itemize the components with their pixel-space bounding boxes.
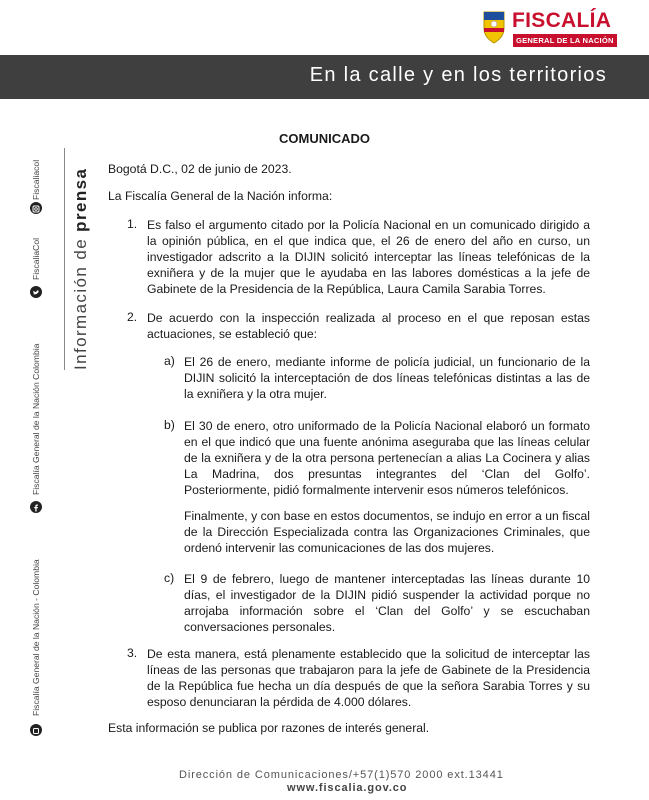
header-banner: [0, 55, 649, 99]
rail-handle-facebook: Fiscalía General de la Nación - Colombia: [31, 559, 41, 716]
item-3-text: De esta manera, está plenamente establecido que la solicitud de interceptar las líneas de las personas que trabajaron para la jefe de Gabinete de la Presidencia de la República fue hecha un día después de que la señora Sarabia Torres y su esposo denunciaran la pérdida de 4.000 dólares.: [147, 647, 590, 709]
document-title: COMUNICADO: [279, 131, 370, 146]
item-2-text: De acuerdo con la inspección realizada al proceso en el que reposan estas actuaciones, se estableció que:: [147, 311, 590, 341]
tiktok-icon: [30, 724, 42, 736]
item-2-number: 2.: [127, 310, 138, 324]
footer-contact: Dirección de Comunicaciones/+57(1)570 2000 ext.13441: [179, 769, 504, 781]
sub-c-text: El 9 de febrero, luego de mantener interceptadas las líneas durante 10 días, el investigador de la DIJIN pidió suspender la actividad porque no arrojaba información sobre el ‘Clan del Golfo’ y se escuchaban conversaciones personales.: [184, 572, 590, 634]
date-line: Bogotá D.C., 02 de junio de 2023.: [108, 162, 292, 176]
rail-info-label: [71, 168, 91, 370]
rail-handle-twitter: FiscaliaCol: [31, 237, 41, 280]
instagram-icon: [30, 202, 42, 214]
twitter-icon: [30, 286, 42, 298]
rail-info-bold: prensa: [71, 167, 90, 232]
banner-slogan: En la calle y en los territorios: [309, 64, 607, 86]
sub-b-text-continued: Finalmente, y con base en estos documentos, se indujo en error a un fiscal de la Dirección Especializada contra las Organizaciones Criminales, que ordenó intervenir las comunicaciones de las dos mujeres.: [184, 509, 590, 555]
fiscalia-logo: [481, 8, 641, 48]
rail-info-light: Información de: [71, 231, 90, 370]
coat-of-arms-icon: [481, 10, 507, 44]
facebook-icon: [30, 501, 42, 513]
rail-handle-instagram: Fiscaliacol: [31, 159, 41, 200]
sub-a-text: El 26 de enero, mediante informe de policía judicial, un funcionario de la DIJIN solicitó la interceptación de dos líneas telefónicas distintas a las de la exniñera y la otra mujer.: [184, 355, 590, 401]
logo-subtitle: GENERAL DE LA NACIÓN: [513, 34, 617, 47]
rail-handle-youtube: Fiscalía General de la Nación Colombia: [31, 343, 41, 495]
sub-b-label: b): [164, 418, 175, 432]
item-1-text: Es falso el argumento citado por la Policía Nacional en un comunicado dirigido a la opinión pública, en el que indica que, el 26 de enero del año en curso, un investigador adscrito a la DIJIN solicitó interceptar las líneas telefónicas de la exniñera y de la mujer que le ayudaba en las labores domésticas a la jefe de Gabinete de la Presidencia de la República, Laura Camila Sarabia Torres.: [147, 218, 590, 296]
logo-name: FISCALÍA: [512, 9, 612, 32]
rail-separator: [64, 148, 65, 370]
item-3-number: 3.: [127, 646, 138, 660]
item-1-number: 1.: [127, 217, 138, 231]
footer-website[interactable]: www.fiscalia.gov.co: [287, 782, 408, 794]
sub-b-text: El 30 de enero, otro uniformado de la Policía Nacional elaboró un formato en el que indicó que una fuente anónima aseguraba que las líneas celular de la exniñera y de la otra persona pertenecían a alias La Cocinera y alias La Madrina, dos presuntas integrantes del ‘Clan del Golfo’. Posteriormente, pidió formalmente intervenir esos números telefónicos.: [184, 419, 590, 497]
sub-c-label: c): [164, 571, 175, 585]
intro-line: La Fiscalía General de la Nación informa:: [108, 189, 333, 203]
closing-line: Esta información se publica por razones de interés general.: [108, 721, 430, 735]
sub-a-label: a): [164, 354, 175, 368]
